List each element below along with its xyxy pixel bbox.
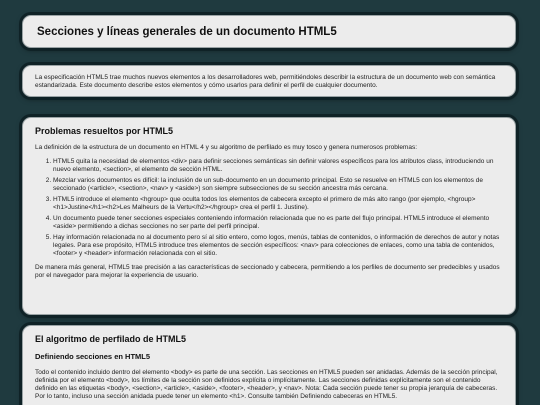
problems-lead: La definición de la estructura de un documento en HTML 4 y su algoritmo de perfilado es muy tosco y genera numerosos problemas: (35, 144, 418, 151)
algorithm-text: Todo el contenido incluido dentro del elemento <body> es parte de una sección. Las secciones en HTML5 pueden ser anidadas. Además de la sección principal, definida por el elemento <body>, los límites de la sección son definidos explícita o implícitamente. Las secciones definidas explícitamente son el contenido definido en las etiquetas <body>, <section>, <article>, <aside>, <footer>, <header>, y <nav>. Nota: Cada sección puede tener su propia jerarquía de cabeceras. Por lo tanto, incluso una sección anidada puede tener un elemento <h1>. Consulte también Definiendo cabeceras en HTML5. (35, 369, 498, 400)
problems-list (35, 158, 503, 258)
list-item: 4. Un documento puede tener secciones especiales conteniendo información relacionada que no es parte del flujo principal. HTML5 introduce el elemento <aside> permitiendo a dichas secciones no ser parte del perfil principal. (53, 215, 503, 231)
intro-paragraph: La especificación HTML5 trae muchos nuevos elementos a los desarrolladores web, permitiéndoles describir la estructura de un documento web con semántica estandarizada. Este documento describe estos elementos y cómo usarlos para definir el perfil de cualquier documento. (35, 74, 496, 89)
algorithm-heading: El algoritmo de perfilado de HTML5 (35, 334, 187, 344)
algorithm-section (22, 325, 516, 405)
problems-section (22, 117, 516, 315)
list-item: 5. Hay información relacionada no al documento pero sí al sitio entero, como logos, menús, tablas de contenidos, o información de derechos de autor y notas legales. Para ese propósito, HTML5 introduce tres elementos de sección específicos: <nav> para colecciones de enlaces, como una tabla de contenidos, <footer> y <header> información relacionada con el sitio. (53, 234, 503, 258)
list-item: 1. HTML5 quita la necesidad de elementos <div> para definir secciones semánticas sin definir valores específicos para los atributos class, introduciendo un nuevo elemento, <section>, el elemento de sección HTML. (53, 158, 503, 174)
list-item: 3. HTML5 introduce el elemento <hgroup> que oculta todos los elementos de cabecera excepto el primero de más alto rango (por ejemplo, <hgroup><h1>Justine</h1><h2>Les Malheurs de la Vertu</h2></hgroup> crea el perfil 1. Justine). (53, 196, 503, 212)
problems-conclusion: De manera más general, HTML5 trae precisión a las características de seccionado y cabecera, permitiendo a los perfiles de documento ser predecibles y usados por el navegador para mejorar la experiencia de usuario. (35, 264, 500, 279)
page-title: Secciones y líneas generales de un documento HTML5 (37, 26, 337, 38)
title-box (22, 15, 516, 48)
algorithm-subheading: Definiendo secciones en HTML5 (35, 352, 151, 361)
intro-box (22, 65, 516, 97)
problems-heading: Problemas resueltos por HTML5 (35, 126, 174, 136)
list-item: 2. Mezclar varios documentos es difícil: la inclusión de un sub-documento en un documento principal. Esto se resuelve en HTML5 con los elementos de seccionado (<article>, <section>, <nav> y <aside>) son siempre subsecciones de su sección ancestra más cercana. (53, 177, 503, 193)
